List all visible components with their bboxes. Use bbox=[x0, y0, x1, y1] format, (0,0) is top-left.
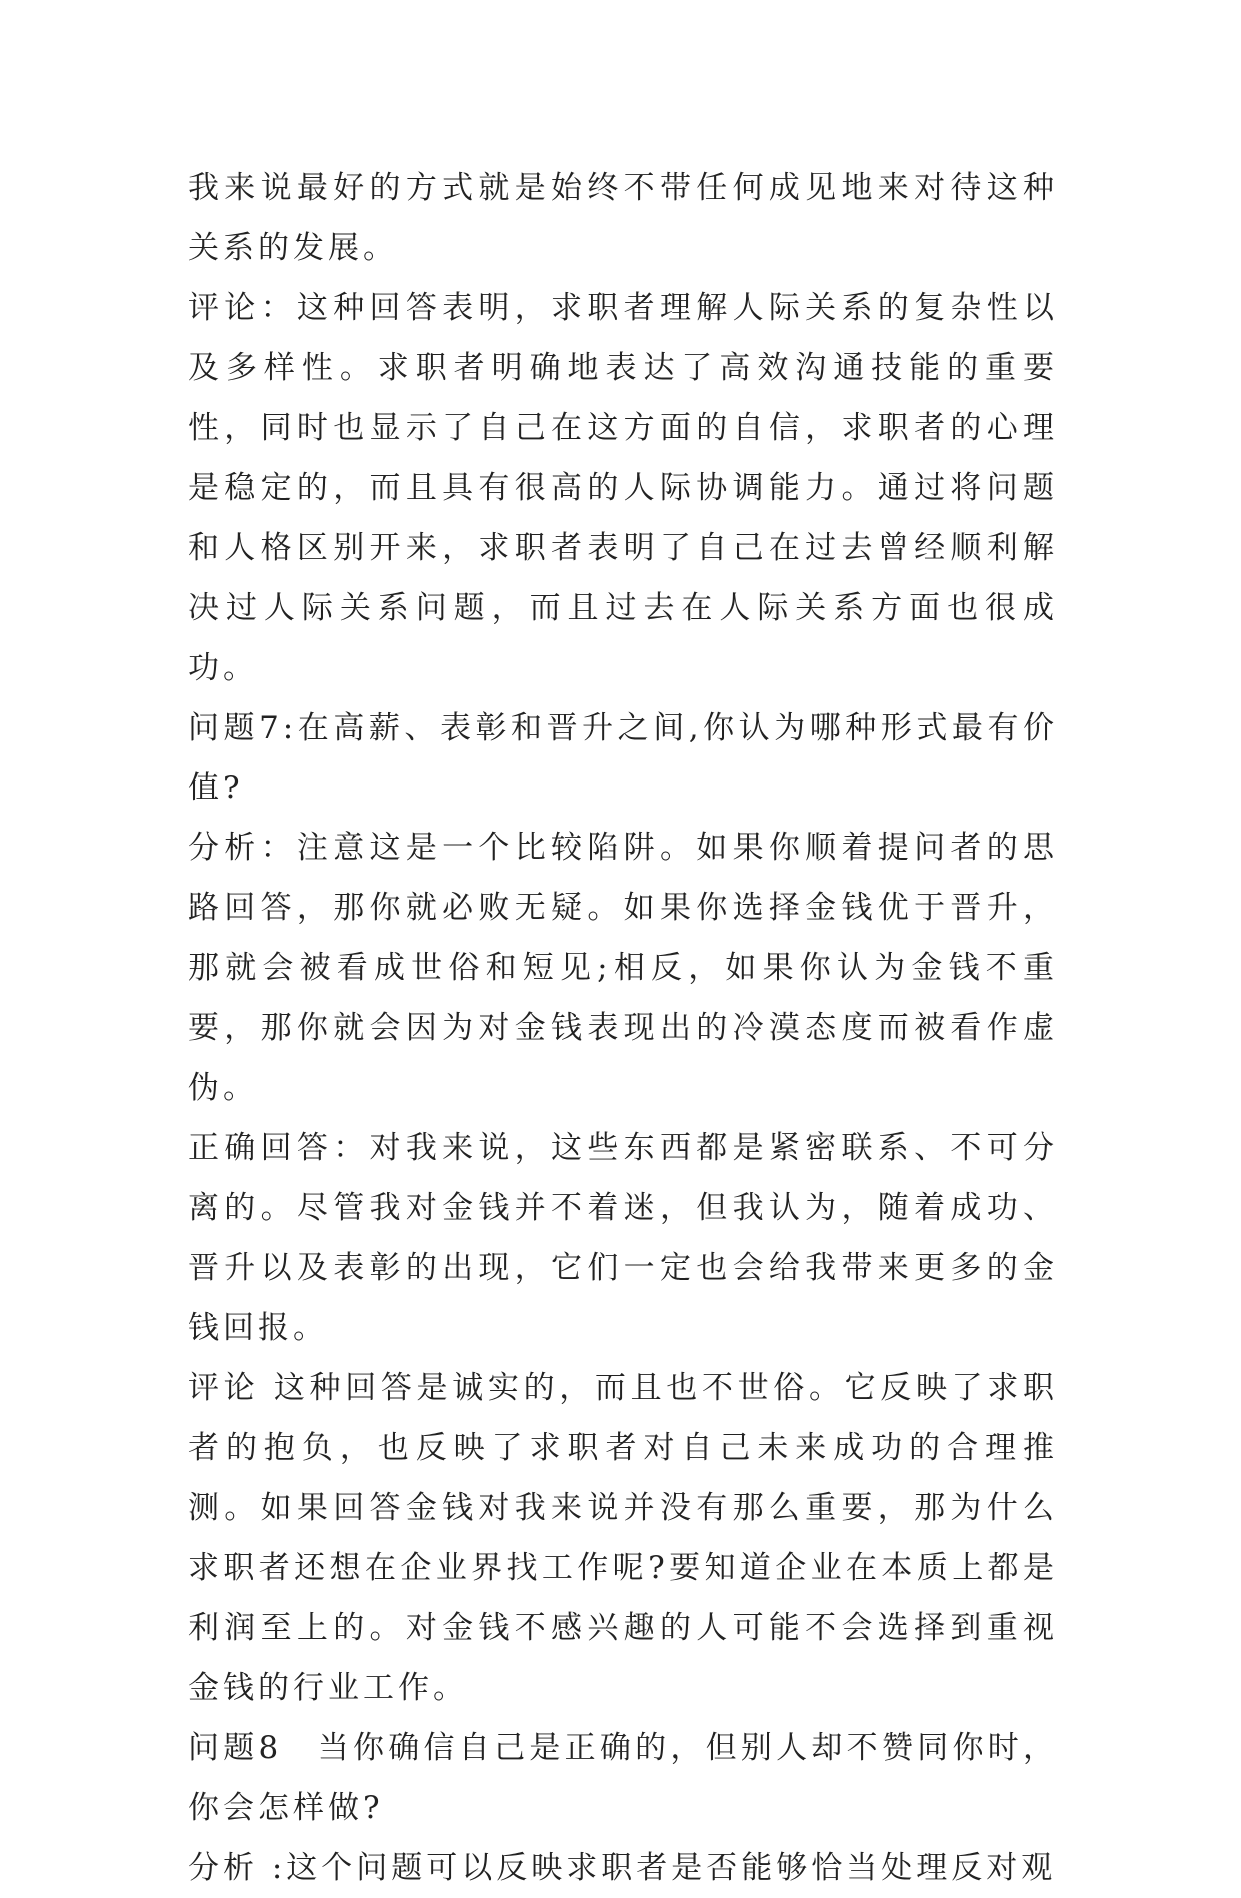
document-body bbox=[188, 158, 1058, 1898]
paragraph-question-7: 问题7:在高薪、表彰和晋升之间,你认为哪种形式最有价值? bbox=[188, 710, 1058, 806]
paragraph-analysis-7: 分析：注意这是一个比较陷阱。如果你顺着提问者的思路回答，那你就必败无疑。如果你选择金钱优于晋升，那就会被看成世俗和短见;相反，如果你认为金钱不重要，那你就会因为对金钱表现出的冷漠态度而被看作虚伪。 bbox=[188, 830, 1058, 1106]
paragraph-answer-7: 正确回答：对我来说，这些东西都是紧密联系、不可分离的。尽管我对金钱并不着迷，但我认为，随着成功、晋升以及表彰的出现，它们一定也会给我带来更多的金钱回报。 bbox=[188, 1130, 1058, 1346]
paragraph-comment-7: 评论 这种回答是诚实的，而且也不世俗。它反映了求职者的抱负，也反映了求职者对自己未来成功的合理推测。如果回答金钱对我来说并没有那么重要，那为什么求职者还想在企业界找工作呢?要知道企业在本质上都是利润至上的。对金钱不感兴趣的人可能不会选择到重视金钱的行业工作。 bbox=[188, 1370, 1058, 1706]
paragraph-analysis-8: 分析 :这个问题可以反映求职者是否能够恰当处理反对观 bbox=[188, 1850, 1057, 1886]
paragraph-comment-6: 评论：这种回答表明，求职者理解人际关系的复杂性以及多样性。求职者明确地表达了高效沟通技能的重要性，同时也显示了自己在这方面的自信，求职者的心理是稳定的，而且具有很高的人际协调能力。通过将问题和人格区别开来，求职者表明了自己在过去曾经顺利解决过人际关系问题，而且过去在人际关系方面也很成功。 bbox=[188, 290, 1058, 686]
paragraph-continuation: 我来说最好的方式就是始终不带任何成见地来对待这种关系的发展。 bbox=[188, 170, 1058, 266]
paragraph-question-8: 问题8 当你确信自己是正确的，但别人却不赞同你时，你会怎样做? bbox=[188, 1730, 1058, 1826]
